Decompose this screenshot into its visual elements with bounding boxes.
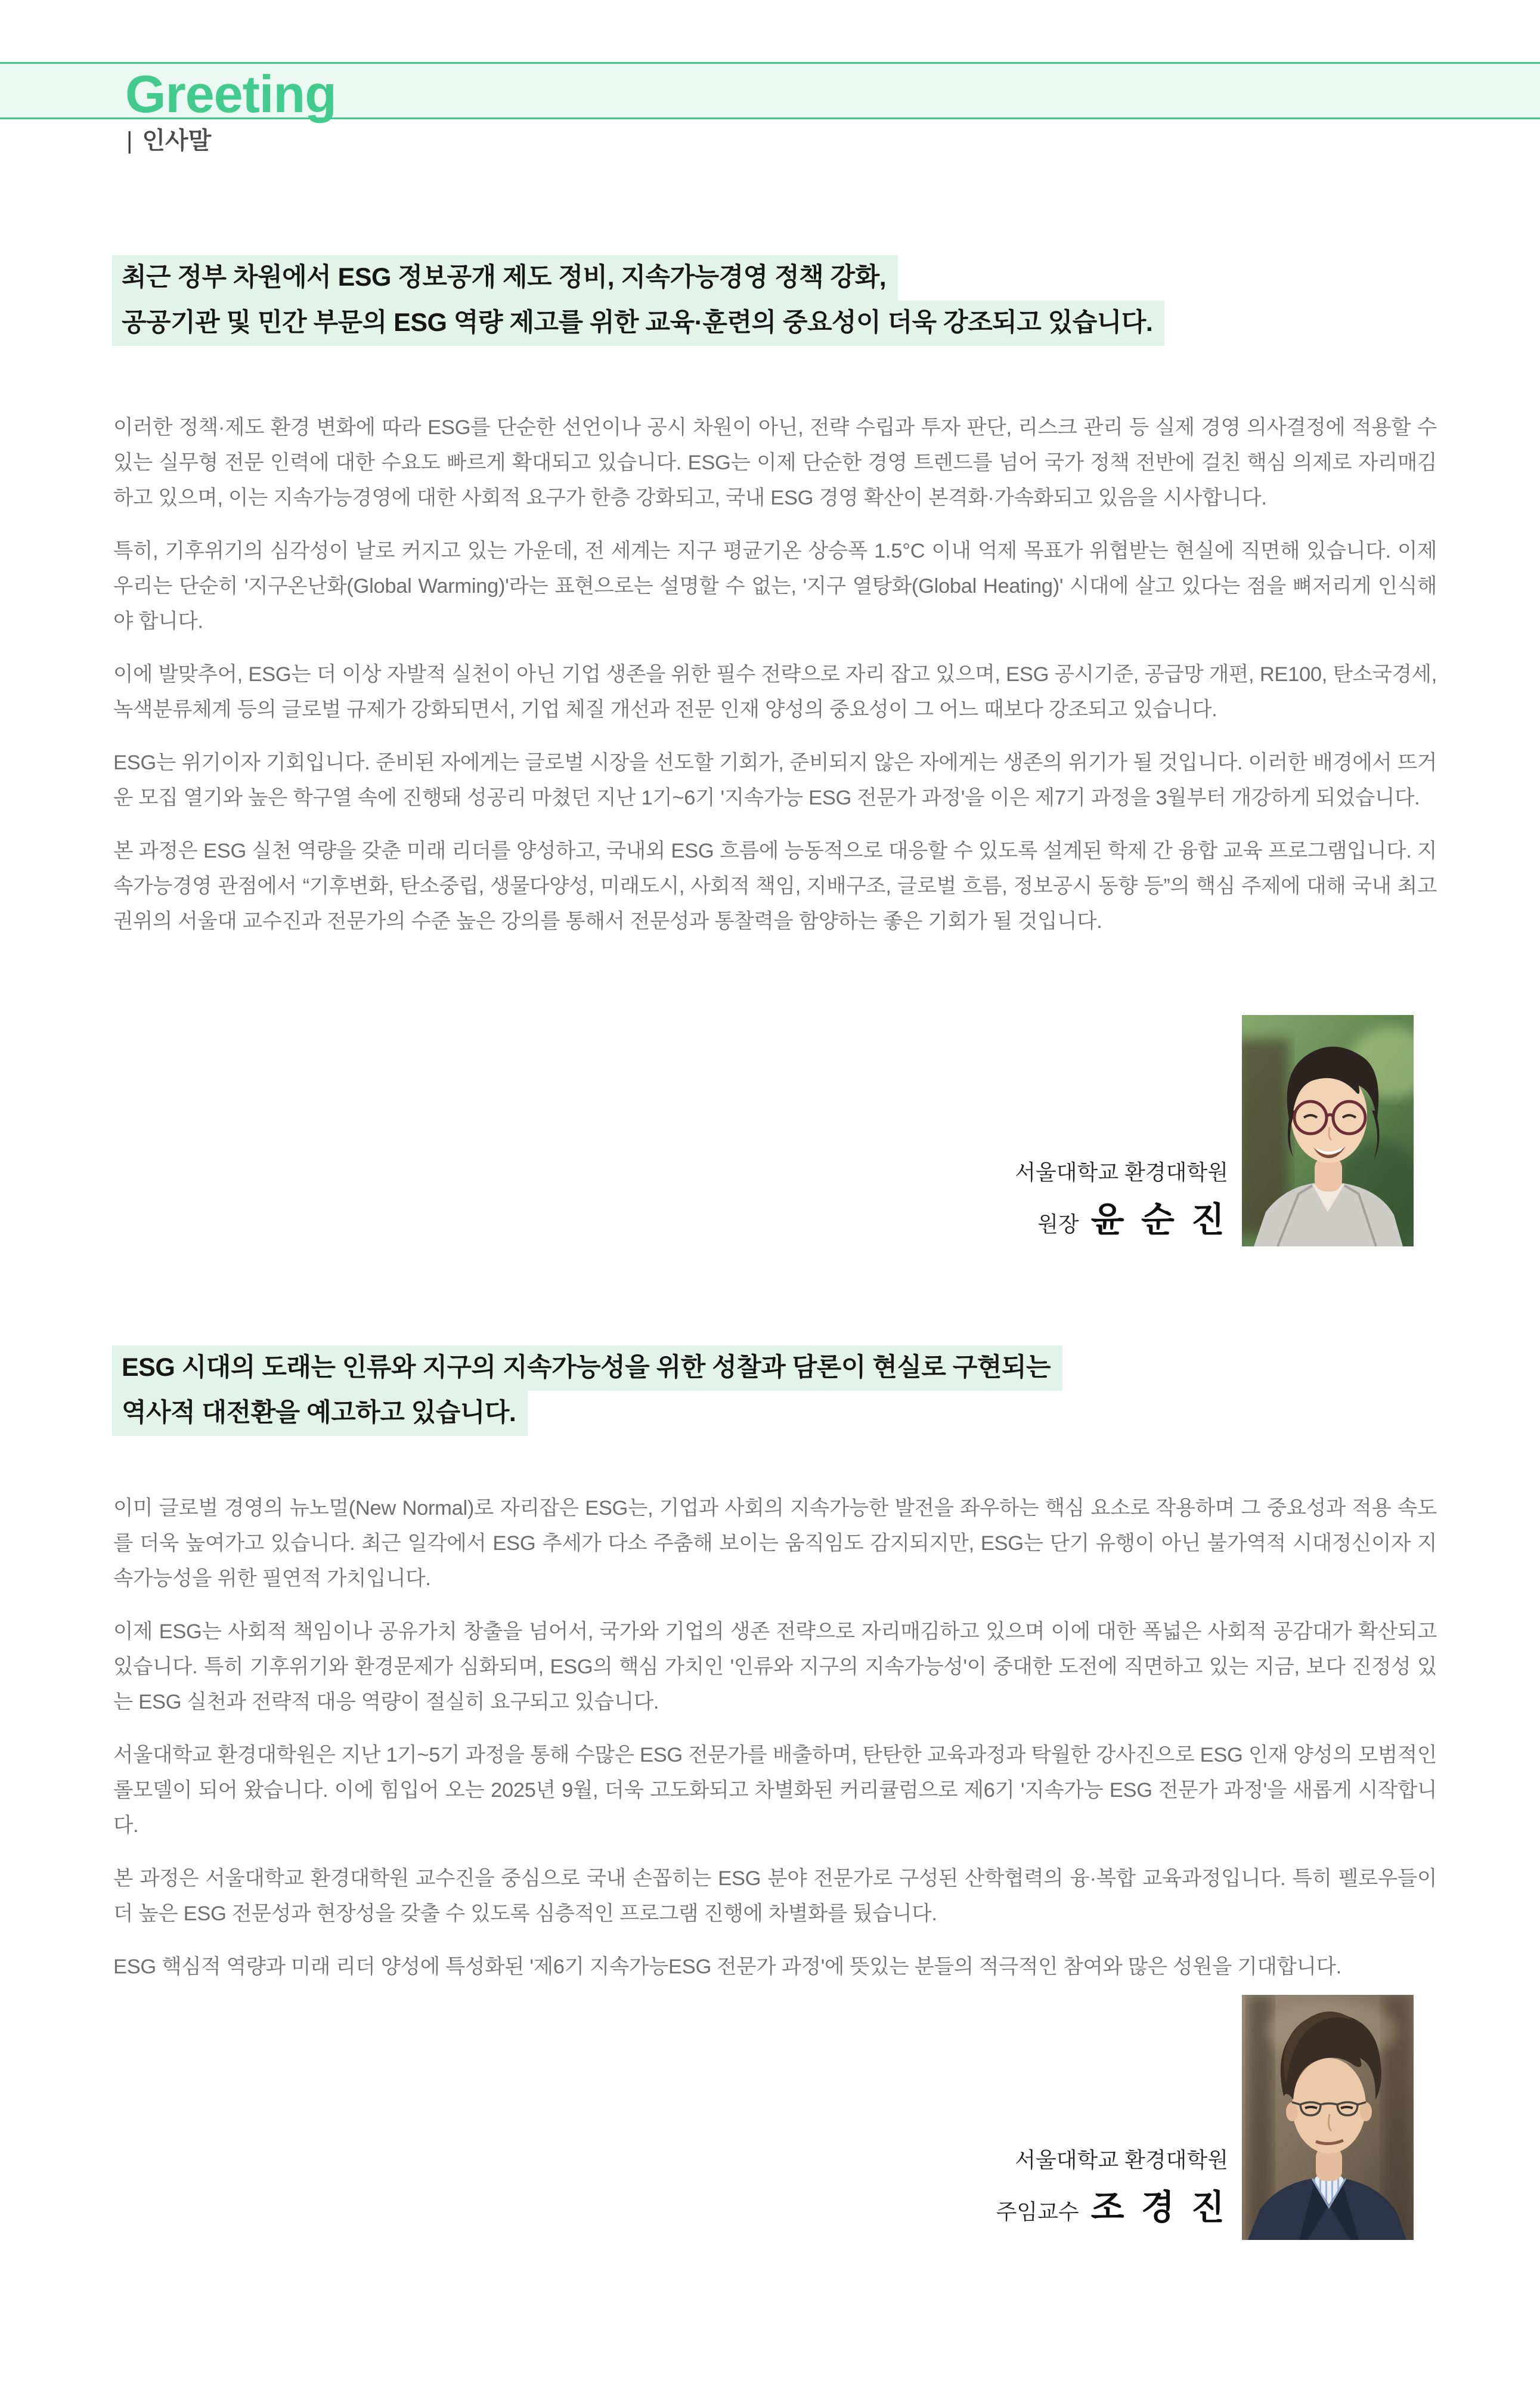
section2-paragraph-1: 이미 글로벌 경영의 뉴노멀(New Normal)로 자리잡은 ESG는, 기업과 사회의 지속가능한 발전을 좌우하는 핵심 요소로 작용하며 그 중요성과 적용 속도를 더욱 높여가고 있습니다. 최근 일각에서 ESG 추세가 다소 주춤해 보이는 움직임도 감지되지만, ESG는 단기 유행이 아닌 불가역적 시대정신이자 지속가능성을 위한 필연적 가치입니다. <box>113 1497 1437 1590</box>
section2-paragraph-2: 이제 ESG는 사회적 책임이나 공유가치 창출을 넘어서, 국가와 기업의 생존 전략으로 자리매김하고 있으며 이에 대한 폭넓은 사회적 공감대가 확산되고 있습니다. 특히 기후위기와 환경문제가 심화되며, ESG의 핵심 가치인 '인류와 지구의 지속가능성'이 중대한 도전에 직면하고 있는 지금, 보다 진정성 있는 ESG 실천과 전략적 대응 역량이 절실히 요구되고 있습니다. <box>113 1620 1437 1713</box>
section1-heading <box>112 255 1448 346</box>
signature-affiliation: 서울대학교 환경대학원 <box>1015 2148 1228 2172</box>
section2-heading-line-2: 역사적 대전환을 예고하고 있습니다. <box>112 1391 528 1436</box>
subtitle-text: 인사말 <box>142 128 212 154</box>
section2-signature <box>996 2146 1228 2229</box>
portrait-photo-dean <box>1242 1015 1414 1246</box>
section1-heading-line-1: 최근 정부 차원에서 ESG 정보공개 제도 정비, 지속가능경영 정책 강화, <box>112 255 898 301</box>
professor-portrait-illustration <box>1242 1995 1414 2240</box>
section1-signature <box>1015 1158 1228 1242</box>
section1-paragraphs <box>113 410 1437 957</box>
portrait-photo-professor <box>1242 1995 1414 2240</box>
subtitle-bar: | <box>126 128 133 154</box>
signature-affiliation: 서울대학교 환경대학원 <box>1015 1160 1228 1184</box>
section2-paragraph-3: 서울대학교 환경대학원은 지난 1기~5기 과정을 통해 수많은 ESG 전문가를 배출하며, 탄탄한 교육과정과 탁월한 강사진으로 ESG 인재 양성의 모범적인 롤모델이 되어 왔습니다. 이에 힘입어 오는 2025년 9월, 더욱 고도화되고 차별화된 커리큘럼으로 제6기 '지속가능 ESG 전문가 과정'을 새롭게 시작합니다. <box>113 1744 1437 1837</box>
page-subtitle <box>126 128 211 154</box>
section1-paragraph-4: ESG는 위기이자 기회입니다. 준비된 자에게는 글로벌 시장을 선도할 기회가, 준비되지 않은 자에게는 생존의 위기가 될 것입니다. 이러한 배경에서 뜨거운 모집 열기와 높은 학구열 속에 진행돼 성공리 마쳤던 지난 1기~6기 '지속가능 ESG 전문가 과정'을 이은 제7기 과정을 3월부터 개강하게 되었습니다. <box>113 751 1437 809</box>
signature-name: 윤 순 진 <box>1090 1200 1228 1239</box>
section1-paragraph-3: 이에 발맞추어, ESG는 더 이상 자발적 실천이 아닌 기업 생존을 위한 필수 전략으로 자리 잡고 있으며, ESG 공시기준, 공급망 개편, RE100, 탄소국경세, 녹색분류체계 등의 글로벌 규제가 강화되면서, 기업 체질 개선과 전문 인재 양성의 중요성이 그 어느 때보다 강조되고 있습니다. <box>113 663 1437 721</box>
section1-heading-line-2: 공공기관 및 민간 부문의 ESG 역량 제고를 위한 교육·훈련의 중요성이 더욱 강조되고 있습니다. <box>112 301 1164 346</box>
section2-heading-line-1: ESG 시대의 도래는 인류와 지구의 지속가능성을 위한 성찰과 담론이 현실로 구현되는 <box>112 1345 1062 1391</box>
section1-paragraph-5: 본 과정은 ESG 실천 역량을 갖춘 미래 리더를 양성하고, 국내외 ESG 흐름에 능동적으로 대응할 수 있도록 설계된 학제 간 융합 교육 프로그램입니다. 지속가능경영 관점에서 “기후변화, 탄소중립, 생물다양성, 미래도시, 사회적 책임, 지배구조, 글로벌 흐름, 정보공시 동향 등”의 핵심 주제에 대해 국내 최고권위의 서울대 교수진과 전문가의 수준 높은 강의를 통해서 전문성과 통찰력을 함양하는 좋은 기회가 될 것입니다. <box>113 840 1437 933</box>
page-title: Greeting <box>125 64 336 123</box>
signature-name: 조 경 진 <box>1090 2188 1228 2227</box>
section1-paragraph-1: 이러한 정책·제도 환경 변화에 따라 ESG를 단순한 선언이나 공시 차원이 아닌, 전략 수립과 투자 판단, 리스크 관리 등 실제 경영 의사결정에 적용할 수 있는 실무형 전문 인력에 대한 수요도 빠르게 확대되고 있습니다. ESG는 이제 단순한 경영 트렌드를 넘어 국가 정책 전반에 걸친 핵심 의제로 자리매김하고 있으며, 이는 지속가능경영에 대한 사회적 요구가 한층 강화되고, 국내 ESG 경영 확산이 본격화·가속화되고 있음을 시사합니다. <box>113 416 1437 509</box>
signature-role: 원장 <box>1037 1212 1079 1236</box>
section1-paragraph-2: 특히, 기후위기의 심각성이 날로 커지고 있는 가운데, 전 세계는 지구 평균기온 상승폭 1.5°C 이내 억제 목표가 위협받는 현실에 직면해 있습니다. 이제 우리는 단순히 '지구온난화(Global Warming)'라는 표현으로는 설명할 수 없는, '지구 열탕화(Global Heating)' 시대에 살고 있다는 점을 뼈저리게 인식해야 합니다. <box>113 540 1437 633</box>
section2-paragraph-4: 본 과정은 서울대학교 환경대학원 교수진을 중심으로 국내 손꼽히는 ESG 분야 전문가로 구성된 산학협력의 융·복합 교육과정입니다. 특히 펠로우들이 더 높은 ESG 전문성과 현장성을 갖출 수 있도록 심층적인 프로그램 진행에 차별화를 뒀습니다. <box>113 1867 1437 1925</box>
signature-role: 주임교수 <box>996 2199 1079 2224</box>
dean-portrait-illustration <box>1242 1015 1414 1246</box>
section2-paragraph-5: ESG 핵심적 역량과 미래 리더 양성에 특성화된 '제6기 지속가능ESG 전문가 과정'에 뜻있는 분들의 적극적인 참여와 많은 성원을 기대합니다. <box>113 1955 1341 1978</box>
section2-paragraphs <box>113 1491 1437 2003</box>
section2-heading <box>112 1345 1448 1436</box>
